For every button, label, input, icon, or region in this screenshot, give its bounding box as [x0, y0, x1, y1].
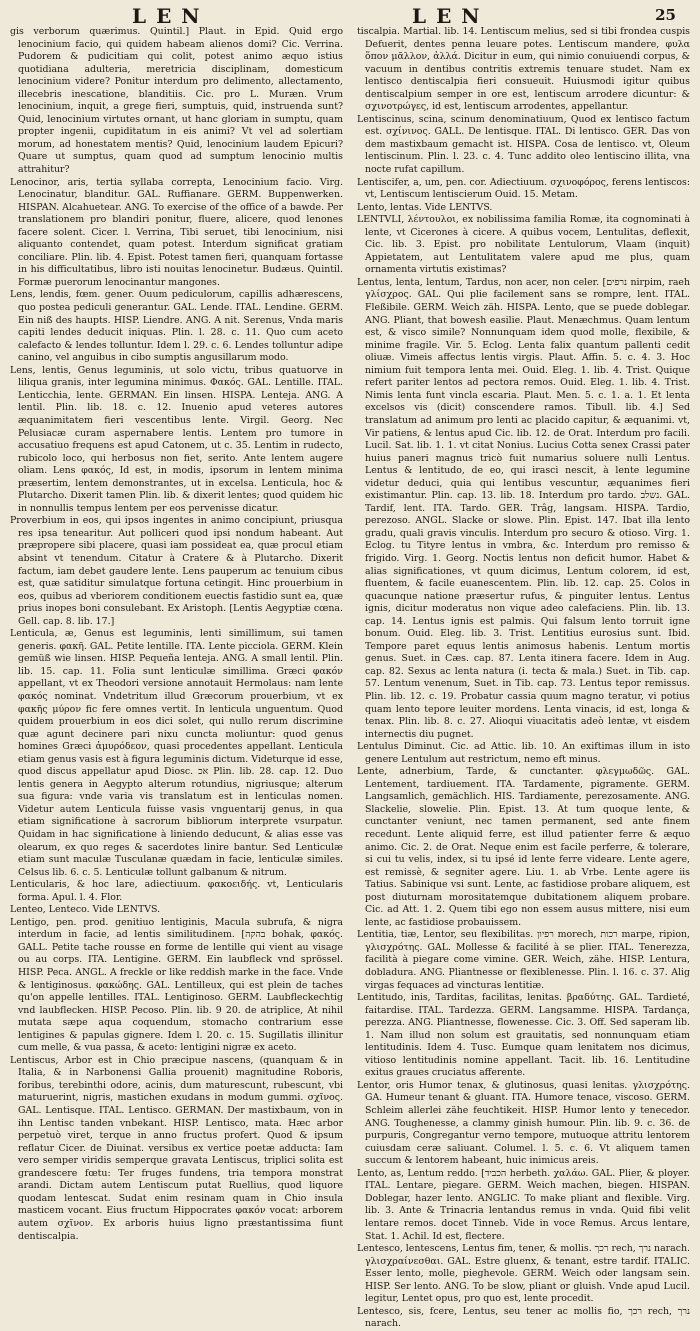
running-head-left: LEN	[132, 4, 210, 28]
entry-lento: Lento, as, Lentum reddo. [הכביד herbeth. χαλάω. GAL. Plier, & ployer. ITAL. Lentare, piegare. GERM. Weich machen, biegen. HISPAN. Doblegar, hazer lento. ANGLIC. To make pliant and flexible. Virg. lib. 3. Ante & Trinacria lentandus remus in vnda. Quid fibi velit lentare remos. docet Tinneb. Vide in voce Remus. Arcus lentare, Stat. 1. Achil. Id est, flectere.	[357, 1167, 690, 1242]
running-head-right: LEN	[412, 4, 490, 28]
entry-continued-lentiscus: tiscalpia. Martial. lib. 14. Lentiscum melius, sed si tibi frondea cuspis Defuerit, dentes penna leuare potes. Lentiscum mandere, φυλα ὅπον μᾶλλον, ἀλλά. Dicitur in eum, qui nimio conuiuendi corpus, & vacuum in dentibus contritis extremis tenuare studet. Nam ex lentisco dentiscalpia fieri consueuit. Huiusmodi igitur quibus dentiscalpium semper in ore est, lentiscum arrodere dicuntur: & σχινοτρώγες, id est, lentiscum arrodentes, appellantur.	[357, 26, 690, 113]
entry-lentesco: Lentesco, lentescens, Lentus fim, tener, & mollis. רכך rech, נרך narach. γλισχραίνεσθαι. GAL. Estre gluenx, & tenant, estre tardif. ITALIC. Esser lento, molle, pieghevole. GERM. Weich oder langsam sein. HISP. Ser lento. ANG. To be slow, pliant or gluish. Vnde apud Lucil. legitur, Lentet opus, pro quo est, lente procedit.	[357, 1243, 690, 1305]
page-header	[12, 4, 690, 28]
entry-lenocinor: Lenocinor, aris, tertia syllaba correpta, Lenocinium facio. Virg. Lenocinatur, blanditur. GAL. Ruffianare. GERM. Buppenwerken. HISPAN. Alcahuetear. ANG. To exercise of the office of a bawde. Per translationem pro blandiri ponitur, fluere, alicere, quod lenones facere solent. Cicer. l. Verrina, Tibi seruet, tibi lenocinium, nisi aliquanto contendet, quam potest. Interdum significat gratiam conciliare. Plin. lib. 4. Epist. Potest tamen fieri, quanquam fortasse in his difficultatibus, libro isti nouitas lenocinetur. Budæus. Quintil. Formæ puerorum lenocinantur mangones.	[10, 176, 343, 288]
entry-lente: Lente, adnerbium, Tarde, & cunctanter. φλεγμωδῶς. GAL. Lentement, tardiuement. ITA. Tardamente, pigramente. GERM. Langsamlich, gemächlich. HIS. Tardiamente, perezosamente. ANG. Slackelie, slowelie. Plin. Epist. 13. At tum quoque lente, & cunctanter veniunt, nec tamen permanent, sed ante finem recedunt. Lente aliquid ferre, est illud patienter ferre & æquo animo. Cic. 2. de Orat. Neque enim est facile perferre, & tolerare, si cui tu velis, index, si tu ipsé id lente ferre videare. Lente agere, est remissè, & segniter agere. Liu. 1. ab Vrbe. Lente agere iis Tatius. Sabinique vsi sunt. Lente, ac fastidiose probare aliquem, est post diuturnam morositatemque dubitationem aliquem probare. Cic. ad Att. 1. 2. Quem tibi ego non essem ausus mittere, nisi eum lente, ac fastidiose probauissem.	[357, 766, 690, 928]
entry-lenteo: Lenteo, Lenteco. Vide LENTVS.	[10, 904, 161, 916]
text-columns	[10, 26, 690, 1330]
entry-lens-lendis: Lens, lendis, fœm. gener. Ouum pediculorum, capillis adhærescens, quo postea pediculi generantur. GAL. Lende. ITAL. Lendine. GERM. Ein niß des haupts. HISP. Liendre. ANG. A nit. Serenus, Vnda maris capiti lendes deducit iniquas. Plin. l. 28. c. 11. Quo cum aceto calefacto & lendes tolluntur. Idem l. 29. c. 6. Lendes tolluntur adipe canino, vel anguibus in cibo sumptis angusillarum modo.	[10, 289, 343, 364]
entry-lentitudo: Lentitudo, inis, Tarditas, facilitas, lenitas. βραδύτης. GAL. Tardieté, faitardise. ITAL. Tardezza. GERM. Langsamme. HISPA. Tardança, perezza. ANG. Pliantnesse, flowenesse. Cic. 3. Off. Sed saperam lib. 1. Nam illud non solum est grauitatis, sed nonnunquam etiam lentitudinis. Idem 4. Tusc. Eumque quam lenitatem nos dicimus, vitioso lentitudinis nomine appellant. Tacit. lib. 16. Lentitudine exitus graues cruciatus afferente.	[357, 992, 690, 1079]
entry-lentesco-2: Lentesco, sis, fcere, Lentus, seu tener ac mollis fio, רכך rech, נרך narach.	[357, 1305, 690, 1330]
entry-lento-ref: Lento, lentas. Vide LENTVS.	[357, 201, 493, 213]
entry-lenocinium: gis verborum quærimus. Quintil.] Plaut. in Epid. Quid ergo lenocinium facio, qui quidem habeam alienos domi? Cic. Verrina. Pudorem & pudicitiam qui colit, potest animo æquo istius quotidiana adulteria, meretricia disciplinam, domesticum lenocinium videre? Ponitur interdum pro delimento, allectamento, illecebris inescatione, blanditiis. Cic. pro L. Muræn. Vrum lenocinium, inquit, a grege fieri, sumptuis, quid, instruenda sunt? Quid, lenocinium virtutes ornant, ut hanc gloriam in sumptu, quam propter ingenii, cupiditatum in eis animi? Vt vel ad solertiam morum, ad honestatem mentis? Quid, lenocinium laudem Epicuri? Quare ut sumptus, quam quod ad sumptum lenocinio multis attrahitur?	[10, 26, 343, 176]
entry-lentiscifer: Lentiscifer, a, um, pen. cor. Adiectiuum. σχινοφόρος, ferens lentiscos: vt, Lentiscum lentiscierum Ouid. 15. Metam.	[357, 176, 690, 201]
entry-lentuli: LENTVLI, λέντουλοι, ex nobilissima familia Romæ, ita cognominati à lente, vt Cicerones à cicere. A quibus vocem, Lentulitas, deflexit, Cic. lib. 3. Epist. pro nobilitate Lentulorum, Vlaam (inquit) Appietatem, aut Lentulitatem valere apud me plus, quam ornamenta virtutis existimas?	[357, 214, 690, 276]
entry-lens-lentis: Lens, lentis, Genus leguminis, ut solo victu, tribus quatuorve in liliqua granis, inter legumina minimus. Φακός. GAL. Lentille. ITAL. Lenticchia, lente. GERMAN. Ein linsen. HISPA. Lenteja. ANG. A lentil. Plin. lib. 18. c. 12. Inuenio apud veteres autores æquanimitatem fieri vescentibus lente. Virgil. Georg. Nec Pelusiacæ curam aspernabere lentis. Lentem pro tumore in accusatiuo frequens est apud Catonem, ut c. 35. Lentim in rudecto, rubicolo loco, qui herbosus non fiet, serito. Ante lentem augere oliam. Lens φακός, Id est, in modis, ipsorum in lentem minima præsertim, lentem demonstrantes, ut in excelsa. Lenticula, hoc & Plutarcho. Dixerit tamen Plin. lib. & dixerit lentes; quod quidem hic in nonnullis tempus lentem per eos pervenisse dicatur.	[10, 364, 343, 514]
entry-lentus: Lentus, lenta, lentum, Tardus, non acer, non celer. [נרפים nirpim, raeh γλίσχρος. GAL. Qui plie facilement sans se rompre, lent. ITAL. Fleßibile. GERM. Weich zäh. HISPA. Lento, que se puede doblegar. ANG. Pliant, that bowesh easilie. Plaut. Menæchmus. Quam lentum est, & visco simile? Nonnunquam idem quod molle, flexibile, & minime fragile. Vir. 5. Eclog. Lenta falix quantum pallenti cedit oliuæ. Vimeis affectus lentis virgis. Plaut. Affin. 5. c. 4. 3. Hoc nimium fuit tempora lenta mei. Ouid. Eleg. 1. lib. 4. Trist. Quique refert pariter lentos ad pectora remos. Ouid. Eleg. 1. lib. 4. Trist. Nimis lenta funt vincla escaria. Plaut. Men. 5. c. 1. a. 1. Et lenta excelsos vis (dicit) conscendere ramos. Tibull. lib. 4.] Sed translatum ad animum pro lenti ac placido capitur, & æquanimi. vt, Vir patiens, & lentus apud Cic. lib. 12. de Orat. Interdum pro facili. Lucil. Sat. lib. 1. 1. vt citat Nonius. Lucius Cotta senex Crassi pater huius paneri magnus tricò fuit numarius soluere nulli Lentus. Lentus & lentitudo, de eo, qui irasci nescit, à lente legumine videtur deduci, quia qui lentibus vescuntur, æquanimes fieri existimantur. Plin. cap. 13. lib. 18. Interdum pro tardo. נשלב. GAL. Tardif, lent. ITA. Tardo. GER. Trâg, langsam. HISPA. Tardio, perezoso. ANGL. Slacke or slowe. Plin. Epist. 147. Ibat illa lento gradu, quali gravis vinculis. Interdum pro securo & otioso. Virg. 1. Eclog. tu Tityre lentus in vmbra, &c. Interdum pro remisso & frigido. Virg. 1. Georg. Noctis lentus non deficit humor. Habet & alias significationes, vt quum dicimus, Lentum colorem, id est, fluentem, & facile euanescentem. Plin. lib. 12. cap. 25. Colos in quacunque natione præsertur rufus, & pinguiter lentus. Lentus ignis, dicitur moderatus non vique adeo calefaciens. Plin. lib. 13. cap. 14. Lentus ignis est palmis. Qui falsum lento torruit igne bonum. Ouid. Eleg. lib. 3. Trist. Lentitius eurosius sunt. Ibid. Tempore paret equus lentis animosus habenis. Lentum mortis genus. Suet. in Cæs. cap. 87. Lenta itinera facere. Idem in Aug. cap. 82. Sexus ac lenta natura (i. tecta & mala.) Suet. in Tib. cap. 57. Lentum venenum, Suet. in Tib. cap. 73. Lentus tepor remissus. Plin. lib. 12. c. 19. Probatur cassia quum magno teratur, vi potius quam lento tepore leuiter mordens. Lenta vinacis, id est, longa & tenax. Plin. lib. 8. c. 27. Alioqui viuacitatis adeò lentæ, vt eisdem internectis diu pugnet.	[357, 276, 690, 740]
right-column	[357, 26, 690, 1330]
entry-lentitia: Lentitia, tiæ, Lentor, seu flexibilitas. רפיון morech, רכות marpe, ripion, γλισχρότης. GAL. Mollesse & facilité à se plier. ITAL. Tenerezza, facilità à piegare come vimine. GER. Weich, zähe. HISP. Lentura, dobladura. ANG. Pliantnesse or flexiblenesse. Plin. l. 16. c. 37. Alig virgas fequaces ad vincturas lentitiæ.	[357, 929, 690, 991]
page-number: 25	[655, 6, 676, 24]
entry-lentiscinus: Lentiscinus, scina, scinum denominatiuum, Quod ex lentisco factum est. σχίνινος. GALL. De lentisque. ITAL. Di lentisco. GER. Das von dem mastixbaum gemacht ist. HISPA. Cosa de lentisco. vt, Oleum lentiscinum. Plin. l. 23. c. 4. Tunc addito oleo lentiscino illita, vna nocte rufat capillum.	[357, 113, 690, 176]
entry-lentigo: Lentigo, pen. prod. genitiuo lentiginis, Macula subrufa, & nigra interdum in facie, ad lentis similitudinem. [בהקה bohak, φακός. GALL. Petite tache rousse en forme de lentille qui vient au visage ou au corps. ITA. Lentigine. GERM. Ein laubfleck vnd sprössel. HISP. Peca. ANGL. A freckle or like reddish marke in the face. Vnde & lentiginosus. φακώδης. GAL. Lentilleux, qui est plein de taches qu'on appelle lentilles. ITAL. Lentiginoso. GERM. Laubfleckechtig vnd laubflecken. HISP. Pecoso. Plin. lib. 9 20. de atriplice, At nihil mutata sæpe aqua coquendum, stomacho contrarium esse lentigines & papulas gignere. Idem l. 20. c. 15. Sugillatis illinitur cum melle, & vua passa, & aceto: lentigini nigræ ex aceto.	[10, 916, 343, 1054]
entry-lentiscus: Lentiscus, Arbor est in Chio præcipue nascens, (quanquam & in Italia, & in Narbonensi Gallia prouenit) magnitudine Roboris, foribus, terebinthi odore, acinis, dum maturescunt, rubescunt, vbi maturuerint, nigris, mastichen exudans in modum gummi. σχῖνος. GAL. Lentisque. ITAL. Lentisco. GERMAN. Der mastixbaum, von in ihn Lentisc tanden vnbekant. HISP. Lentisco, mata. Hæc arbor perpetuò viret, terque in anno fructus profert. Quod & ipsum reflatur Cicer. de Diuinat. versibus ex vertice poetæ adducta: Iam vero semper viridis semperque gravata Lentiscus, triplici solita est grandescere fœtu: Ter fruges fundens, tria tempora monstrat arandi. Dictam autem Lentiscum putat Ruellius, quod liquore quodam lentescat. Sudat enim resinam quam in Chio insula masticem vocant. Eius fructum Hippocrates φακόν vocat: arborem autem σχῖνον. Ex arboris huius ligno præstantissima fiunt dentiscalpia.	[10, 1054, 343, 1242]
entry-proverbium: Proverbium in eos, qui ipsos ingentes in animo concipiunt, priusqua res ipsa tenearitur. Aut polliceri quod ipsi nondum habeant. Aut præpropere sibi placere, quasi iam possideat ea, quæ procul etiam absint vt tenendum. Citatur à Cratere & à Plutarcho. Dixerit factum, iam debet gaudere lente. Lens pauperum ac tenuium cibus est, quæ satiditur simulatque fortuna cetingit. Hinc prouerbium in eos, quibus ad vberiorem conditionem euectis fastidio sunt ea, quæ prius inopes boni consulebant. Ex Aristoph. [Lentis Aegyptiæ cœna. Gell. cap. 8. lib. 17.]	[10, 515, 343, 627]
entry-lentulus: Lentulus Diminut. Cic. ad Attic. lib. 10. An exiftimas illum in isto genere Lentulum aut restrictum, nemo eft minus.	[357, 741, 690, 765]
left-column	[10, 26, 343, 1242]
entry-lenticula: Lenticula, æ, Genus est leguminis, lenti simillimum, sui tamen generis. φακῆ. GAL. Petite lentille. ITA. Lente picciola. GERM. Klein gemüß wie linsen. HISP. Pequeña lenteja. ANG. A small lentil. Plin. lib. 15. cap. 11. Folia sunt lenticulæ simillima. Græci φακόν appellant, vt ex Theodori versione annotauit Hermolaus: nam lente φακός nominat. Vndetritum illud Græcorum prouerbium, vt ex φακῆς μύρον fic fere omnes vertit. In lenticula unguentum. Quod quidem prouerbium in eos dici solet, qui nullo rerum discrimine quæ agunt decinere pari nixu cuncta moliuntur: quod genus homines Græci ἀμυρόδεον, quasi procedentes appellant. Lenticula etiam genus vasis est à figura leguminis dictum. Videturque id esse, quod discus appellatur apud Diosc. אכ Plin. lib. 28. cap. 12. Duo lentis genera in Aegypto alterum rotundius, nigriusque; alterum sua figura: vnde varia vis translatum est in lenticulas nomen. Videtur autem Lenticula fuisse vasis vnguentarij genus, in qua etiam significatione à sacrorum bibliorum interprete vsurpatur. Quidam in hac significatione à liniendo deducunt, & alias esse vas olearum, ex quo reges & sacerdotes linire bantur. Sed Lenticulæ etiam sunt maculæ Tusculanæ quædam in facie, lenticulæ similes. Celsus lib. 6. c. 5. Lenticulæ tollunt galbanum & nitrum.	[10, 628, 343, 878]
entry-lenticularis: Lenticularis, & hoc lare, adiectiuum. φακοειδής. vt, Lenticularis forma. Apul. l. 4. Flor.	[10, 879, 343, 903]
entry-lentor: Lentor, oris Humor tenax, & glutinosus, quasi lenitas. γλισχρότης. GA. Humeur tenant & gluant. ITA. Humore tenace, viscoso. GERM. Schleim allerlei zähe feuchtikeit. HISP. Humor lento y tenecedor. ANG. Toughenesse, a clammy ginish humour. Plin. lib. 9. c. 36. de purpuris, Congregantur verno tempore, mutuoque attritu lentorem cuiusdam ceræ saliuant. Columel. l. 5. c. 6. Vt aliquem tamen succum & lentorem habeant, huic inimicus areis.	[357, 1079, 690, 1167]
